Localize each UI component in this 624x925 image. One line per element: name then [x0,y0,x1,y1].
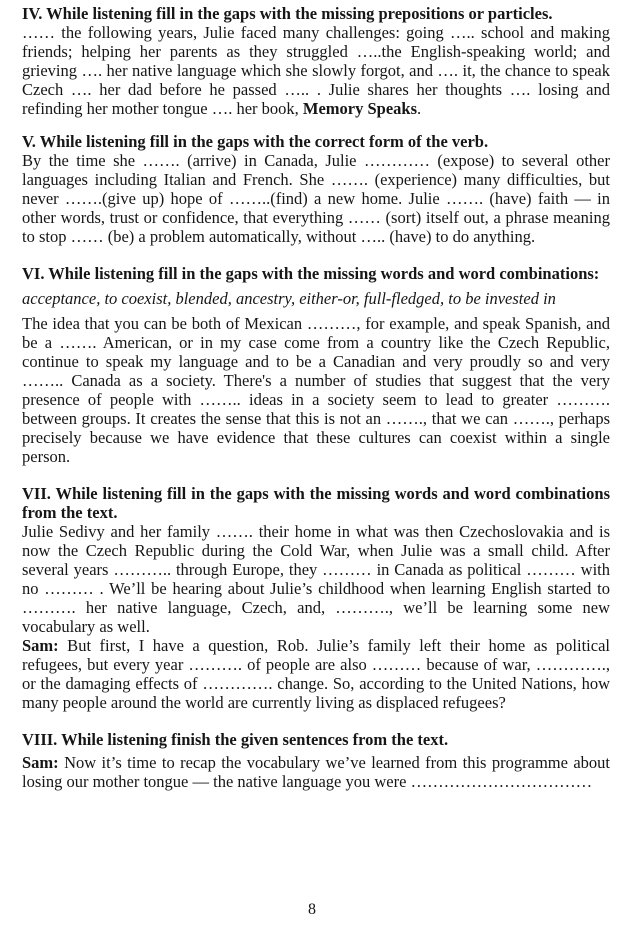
section-vii [22,484,610,712]
section-vi-word-list: acceptance, to coexist, blended, ancestry, either-or, full-fledged, to be invested in [22,289,556,308]
section-v-text: By the time she ……. (arrive) in Canada, Julie ………… (expose) to several other languages including Italian and French. She ……. (experience) many difficulties, but never …….(give up) hope of ……..(find) a new home. Julie ……. (have) faith — in other words, trust or confidence, that everything …… (sort) itself out, a phrase meaning to stop …… (be) a problem automatically, without ….. (have) to do anything. [22,151,610,246]
section-viii [22,730,610,791]
book-title: Memory Speaks [302,99,418,118]
section-v [22,132,610,246]
section-vii-heading: VII. While listening fill in the gaps with the missing words and word combinations from the text. [22,484,610,522]
worksheet-page [22,4,610,791]
section-vi-text: The idea that you can be both of Mexican ………, for example, and speak Spanish, and be a ……. American, or in my case come from a country like the Czech Republic, continue to speak my language and to be a Canadian and very proudly so and very …….. Canada as a society. There's a number of studies that suggest that the very presence of people with …….. ideas in a society seem to lead to greater ………. between groups. It creates the sense that this is not an ……., that we can ……., perhaps precisely because we have evidence that these cultures can coexist within a single person. [22,314,610,466]
section-iv-text [22,23,610,118]
section-iv-end: . [417,99,422,118]
speaker-label: Sam: [22,636,59,655]
section-iv [22,4,610,118]
speaker-text: But first, I have a question, Rob. Julie’s family left their home as political refugees, but every year ………. of people are also ……… because of war, …………., or the damaging effects of …………. change. So, according to the United Nations, how many people around the world are currently living as displaced refugees? [22,636,610,712]
section-vi [22,264,610,466]
section-iv-body: …… the following years, Julie faced many challenges: going ….. school and making friends; helping her parents as they struggled …..the English-speaking world; and grieving …. her native language which she slowly forgot, and …. it, the chance to speak Czech …. her dad before he passed ….. . Julie shares her thoughts …. losing and refinding her mother tongue …. her book, [22,23,610,118]
section-viii-heading: VIII. While listening finish the given sentences from the text. [22,730,449,749]
speaker-label: Sam: [22,753,59,772]
page-number: 8 [308,901,316,918]
section-iv-heading: IV. While listening fill in the gaps with the missing prepositions or particles. [22,4,553,23]
section-viii-dialogue [22,753,610,791]
section-vii-text: Julie Sedivy and her family ……. their home in what was then Czechoslovakia and is now the Czech Republic during the Cold War, when Julie was a small child. After several years ……….. through Europe, they ……… in Canada as political ……… with no ……… . We’ll be hearing about Julie’s childhood when learning English started to ………. her native language, Czech, and, ………., we’ll be learning some new vocabulary as well. [22,522,610,636]
section-vii-dialogue [22,636,610,712]
section-v-heading: V. While listening fill in the gaps with the correct form of the verb. [22,132,489,151]
speaker-text: Now it’s time to recap the vocabulary we’ve learned from this programme about losing our mother tongue — the native language you were …………………………… [22,753,610,791]
section-vi-heading: VI. While listening fill in the gaps with the missing words and word combinations: [22,264,600,283]
